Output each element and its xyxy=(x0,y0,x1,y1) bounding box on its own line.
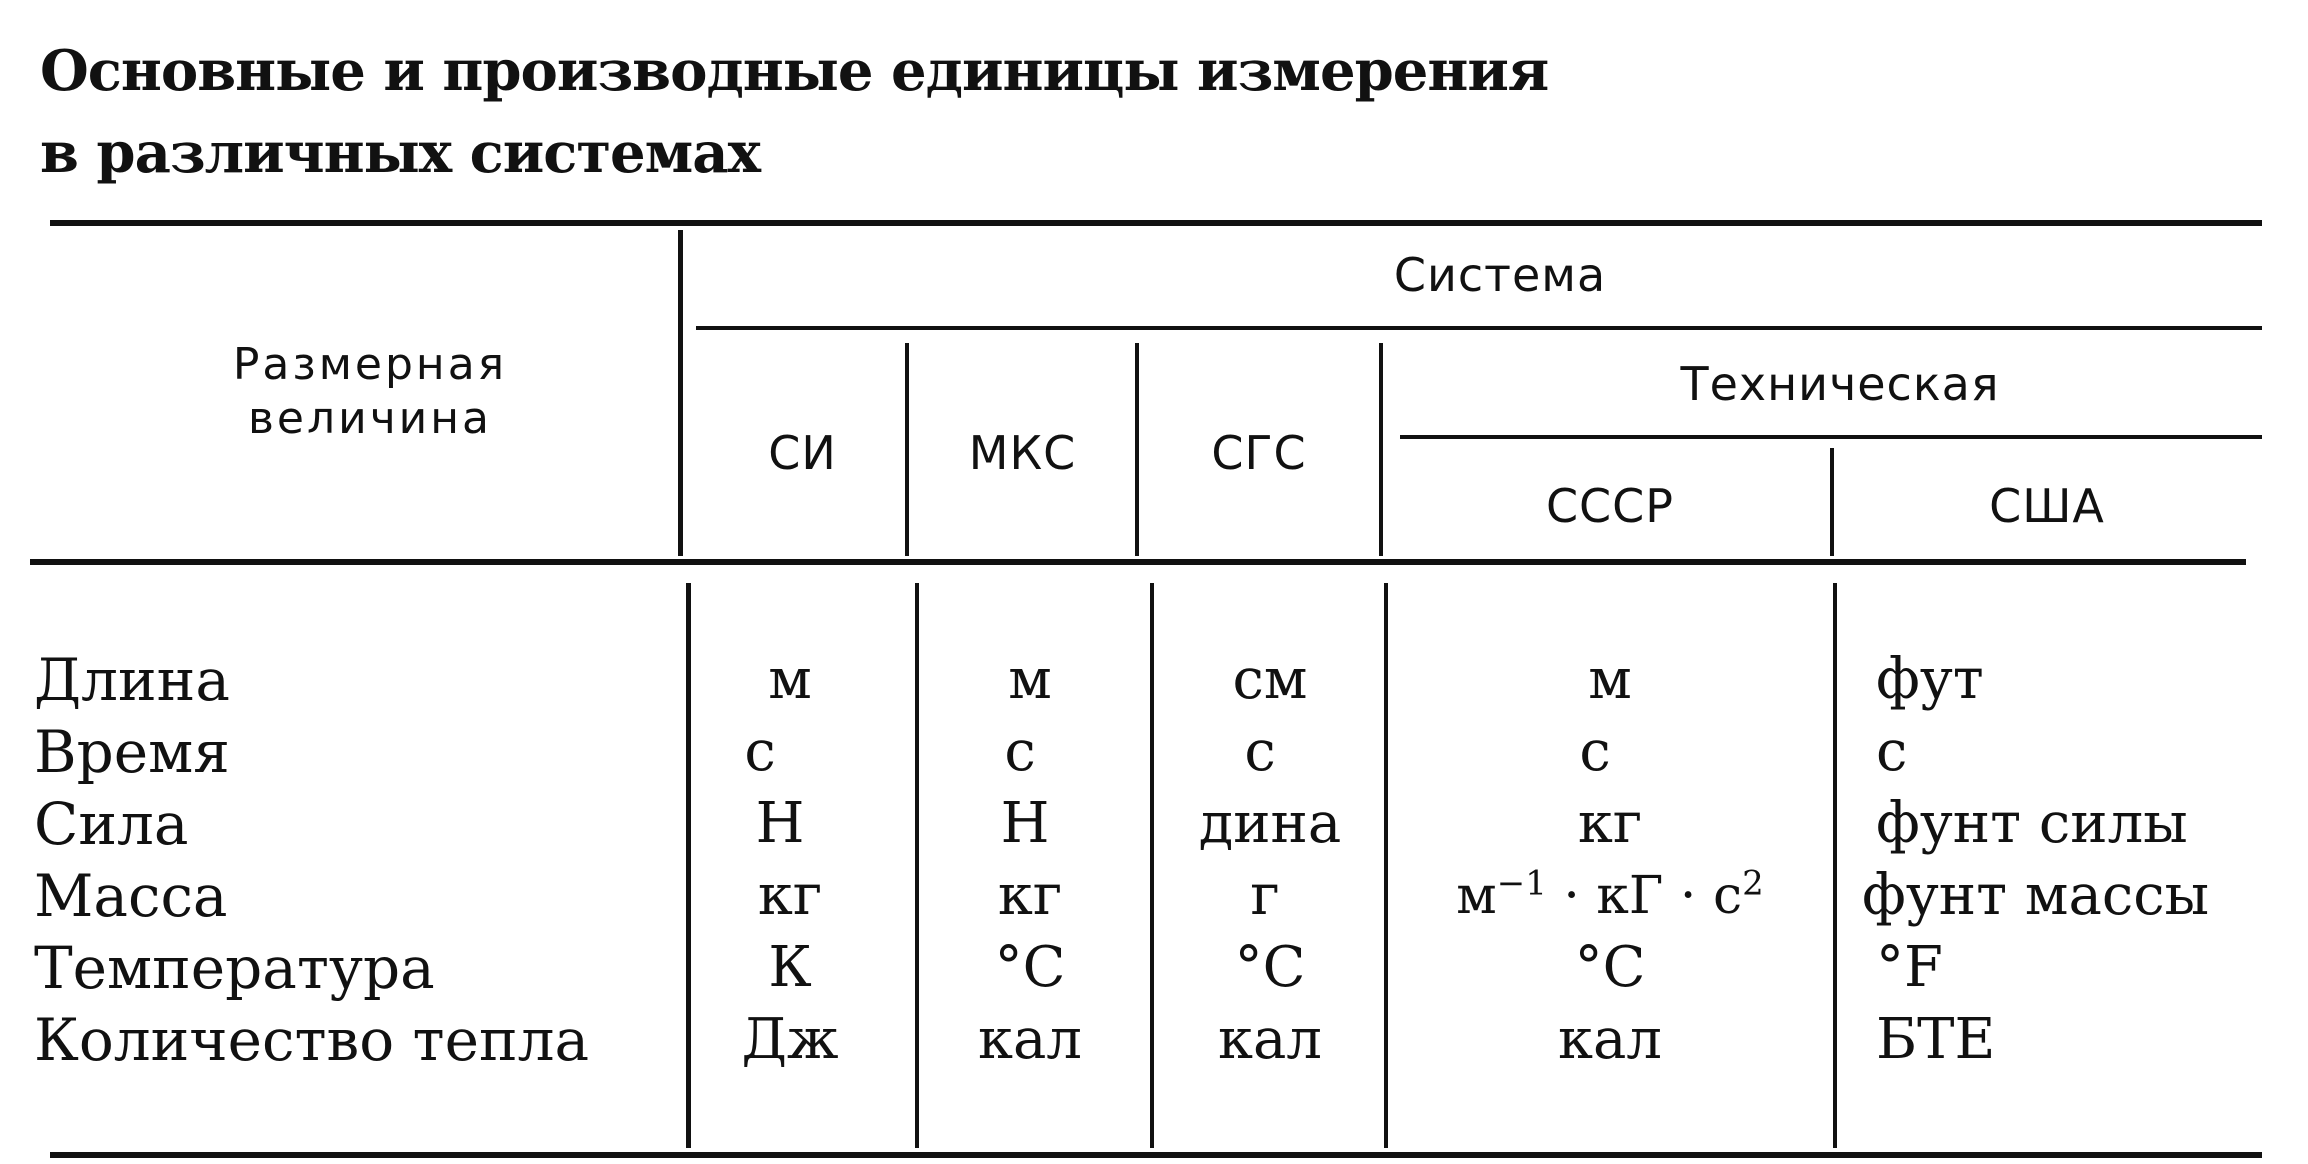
header-bottom-rule xyxy=(30,559,2246,565)
cell-usa: фунт массы xyxy=(1862,863,2210,928)
cell-ussr: кг xyxy=(1577,791,1643,856)
header-quantity-line-1: Размерная xyxy=(232,339,508,390)
cell-usa: с xyxy=(1876,719,1908,784)
header-quantity xyxy=(90,338,650,446)
cell-ussr xyxy=(1390,860,1830,932)
cell-ussr: кал xyxy=(1558,1007,1662,1072)
cell-mks: Н xyxy=(1000,791,1050,856)
cell-mks: кал xyxy=(978,1007,1082,1072)
header-ussr: СССР xyxy=(1545,479,1675,533)
cell-cgs: г xyxy=(1250,863,1280,928)
title-line-2: в различных системах xyxy=(40,120,760,186)
cell-cgs: см xyxy=(1232,647,1308,712)
cell-si: с xyxy=(744,719,776,784)
ussr-mass-exp-2: 2 xyxy=(1742,863,1764,904)
divider-quantity-si-body xyxy=(686,583,691,1148)
row-label: Время xyxy=(34,718,230,786)
technical-underline xyxy=(1400,435,2262,439)
cell-cgs: с xyxy=(1244,719,1276,784)
cell-cgs: кал xyxy=(1218,1007,1322,1072)
cell-usa: БТЕ xyxy=(1876,1007,1996,1072)
cell-si: кг xyxy=(757,863,823,928)
cell-usa: фут xyxy=(1876,647,1984,712)
header-quantity-line-2: величина xyxy=(247,393,493,444)
cell-usa: °F xyxy=(1876,935,1943,1000)
row-label: Количество тепла xyxy=(34,1006,590,1074)
cell-mks: м xyxy=(1008,647,1052,712)
row-label: Масса xyxy=(34,862,228,930)
cell-si: Дж xyxy=(741,1007,839,1072)
table-title xyxy=(40,30,1548,194)
cell-mks: кг xyxy=(997,863,1063,928)
divider-si-mks-body xyxy=(915,583,919,1148)
cell-si: К xyxy=(768,935,812,1000)
header-cgs: СГС xyxy=(1211,426,1307,480)
ussr-mass-rest: · кГ · с xyxy=(1546,866,1743,926)
cell-si: м xyxy=(768,647,812,712)
table-bottom-rule xyxy=(50,1152,2262,1158)
header-system: Система xyxy=(1393,248,1607,302)
row-label: Температура xyxy=(34,934,435,1002)
divider-mks-cgs-body xyxy=(1150,583,1154,1148)
cell-mks: с xyxy=(1004,719,1036,784)
divider-ussr-usa-body xyxy=(1833,583,1837,1148)
row-label: Сила xyxy=(34,790,189,858)
header-si: СИ xyxy=(768,426,837,480)
ussr-mass-base: м xyxy=(1456,866,1497,926)
cell-usa: фунт силы xyxy=(1876,791,2188,856)
ussr-mass-exp-1: −1 xyxy=(1496,863,1547,904)
table-top-rule xyxy=(50,220,2262,226)
header-technical: Техническая xyxy=(1680,357,2000,411)
cell-si: Н xyxy=(755,791,805,856)
system-underline xyxy=(696,326,2262,330)
cell-ussr: °С xyxy=(1574,935,1646,1000)
divider-cgs-ussr-body xyxy=(1384,583,1388,1148)
header-usa: США xyxy=(1989,479,2105,533)
divider-cgs-tech-header xyxy=(1379,343,1383,556)
cell-cgs: °С xyxy=(1234,935,1306,1000)
divider-si-mks-header xyxy=(905,343,909,556)
cell-ussr: м xyxy=(1588,647,1632,712)
row-label: Длина xyxy=(34,646,230,714)
divider-quantity-si-header xyxy=(678,230,683,556)
cell-mks: °С xyxy=(994,935,1066,1000)
cell-cgs: дина xyxy=(1198,791,1342,856)
header-mks: МКС xyxy=(968,426,1077,480)
cell-ussr: с xyxy=(1579,719,1611,784)
title-line-1: Основные и производные единицы измерения xyxy=(40,38,1549,104)
